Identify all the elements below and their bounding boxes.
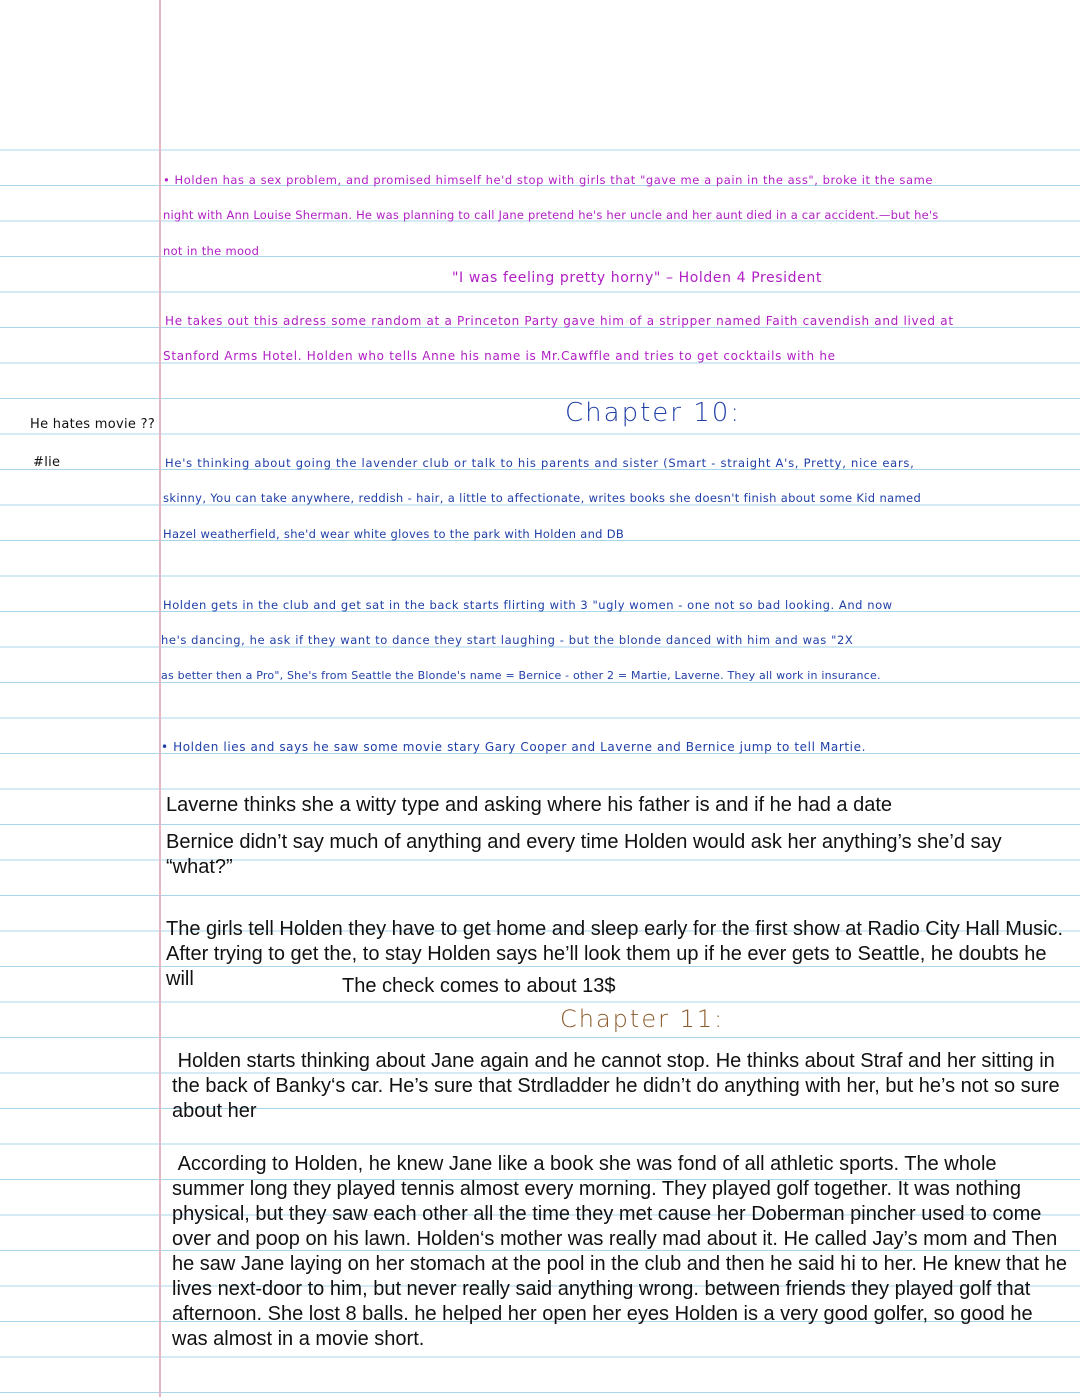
chapter-11-heading: Chapter 11: [560, 1005, 725, 1033]
note-line: not in the mood [163, 244, 260, 258]
margin-note-lie: #lie [33, 455, 61, 470]
note-line: Stanford Arms Hotel. Holden who tells Anne his name is Mr.Cawffle and tries to get cocktails with he [163, 349, 836, 363]
chapter-10-heading: Chapter 10: [565, 398, 742, 428]
quote-line: "I was feeling pretty horny" – Holden 4 President [452, 270, 822, 286]
note-line: night with Ann Louise Sherman. He was planning to call Jane pretend he's her uncle and her aunt died in a car accident.—but he's [163, 208, 939, 222]
typed-paragraph: The girls tell Holden they have to get home and sleep early for the first show at Radio City Hall Music. After trying to get the, to stay Holden says he’ll look them up if he ever gets to Seattle, he doubts he will [166, 918, 1064, 990]
margin-line [159, 0, 161, 1397]
note-line: Hazel weatherfield, she'd wear white gloves to the park with Holden and DB [163, 527, 625, 541]
note-line: as better then a Pro", She's from Seattle the Blonde's name = Bernice - other 2 = Martie, Laverne. They all work in insurance. [161, 669, 881, 682]
note-line: He's thinking about going the lavender club or talk to his parents and sister (Smart - straight A's, Pretty, nice ears, [165, 456, 915, 470]
note-line: skinny, You can take anywhere, reddish - hair, a little to affectionate, writes books she doesn't finish about some Kid named [163, 491, 922, 505]
page-top-blank-area [0, 0, 1080, 149]
note-line: Holden gets in the club and get sat in the back starts flirting with 3 "ugly women - one not so bad looking. And now [163, 598, 893, 612]
margin-note-hates-movie: He hates movie ?? [30, 417, 156, 432]
typed-paragraph: Holden starts thinking about Jane again and he cannot stop. He thinks about Straf and her sitting in the back of Banky‘s car. He’s sure that Strdladder he didn’t do anything with her, but he’s not so sure about her [172, 1050, 1066, 1122]
bullet-note-line: • Holden lies and says he saw some movie stary Gary Cooper and Laverne and Bernice jump to tell Martie. [161, 740, 867, 754]
check-note: The check comes to about 13$ [342, 975, 616, 997]
typed-paragraph: According to Holden, he knew Jane like a book she was fond of all athletic sports. The whole summer long they played tennis almost every morning. They played golf together. It was nothing physical, but they saw each other all the time they met cause her Doberman pincher used to come over and poop on his lawn. Holden‘s mother was really mad about it. He called Jay’s mom and Then he saw Jane laying on her stomach at the pool in the club and then he said hi to her. He knew that he lives next-door to him, but never really said anything wrong. between friends they played golf that afternoon. She lost 8 balls. he helped her open her eyes Holden is a very good golfer, so good he was almost in a movie short. [172, 1153, 1073, 1350]
typed-paragraph: Bernice didn’t say much of anything and every time Holden would ask her anything’s she’d say “what?” [166, 831, 1002, 878]
note-line: he's dancing, he ask if they want to dance they start laughing - but the blonde danced with him and was "2X [161, 633, 854, 647]
typed-paragraph: Laverne thinks she a witty type and asking where his father is and if he had a date [166, 794, 892, 816]
note-line: He takes out this adress some random at a Princeton Party gave him of a stripper named Faith cavendish and lived at [165, 314, 954, 328]
note-line: • Holden has a sex problem, and promised himself he'd stop with girls that "gave me a pain in the ass", broke it the same [163, 173, 933, 187]
